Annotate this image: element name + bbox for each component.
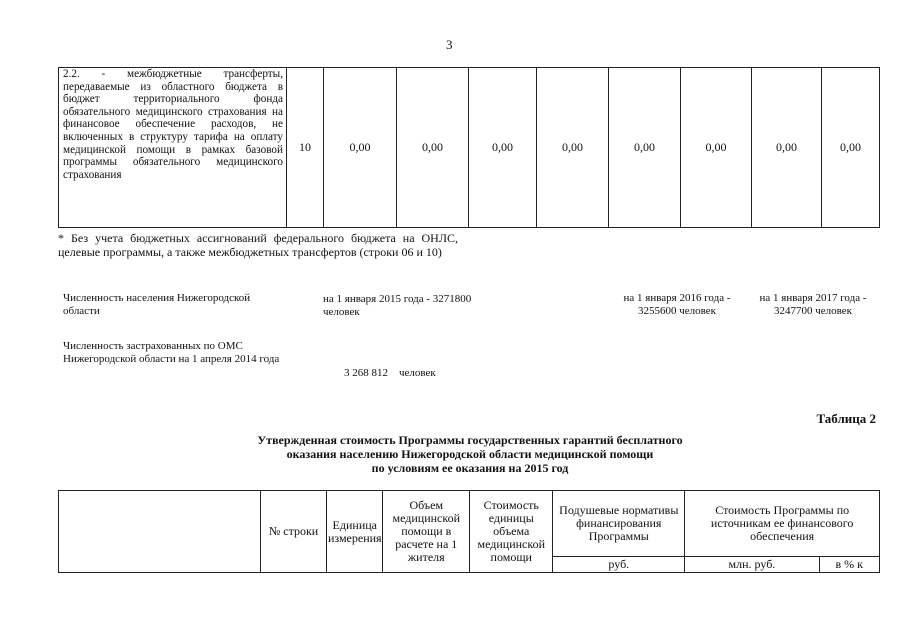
transfers-table (58, 67, 880, 228)
header-row-no: № строки (260, 491, 327, 573)
population-2016: на 1 января 2016 года - 3255600 человек (623, 292, 731, 317)
program-cost-table (58, 490, 880, 573)
insured-value: 3 268 812 (344, 367, 388, 379)
table-row (59, 68, 880, 228)
value-cell: 0,00 (822, 68, 880, 228)
value-cell: 0,00 (609, 68, 681, 228)
population-2015: на 1 января 2015 года - 3271800 человек (323, 293, 472, 318)
table-caption: Таблица 2 (816, 411, 876, 426)
value-cell: 0,00 (681, 68, 752, 228)
unit-mln-rub: млн. руб. (685, 557, 819, 573)
header-cost: Стоимость единицы объема медицинской помощи (470, 491, 553, 573)
header-volume: Объем медицинской помощи в расчете на 1 жителя (383, 491, 470, 573)
table-title-line-3: по условиям ее оказания на 2015 год (371, 461, 569, 475)
insured-unit: человек (399, 367, 436, 379)
table-header-row (59, 491, 880, 557)
value-cell: 0,00 (752, 68, 822, 228)
unit-rub: руб. (553, 557, 685, 573)
value-cell: 0,00 (397, 68, 469, 228)
population-label: Численность населения Нижегородской области (63, 292, 251, 317)
footnote: * Без учета бюджетных ассигнований федерального бюджета на ОНЛС, целевые программы, а также межбюджетных трансфертов (строки 06 и 10) (58, 231, 458, 259)
row-number-cell: 10 (287, 68, 324, 228)
page-number: 3 (446, 37, 453, 52)
population-2017: на 1 января 2017 года - 3247700 человек (759, 292, 867, 317)
unit-percent: в % к (819, 557, 880, 573)
header-unit: Единица измерения (327, 491, 383, 573)
header-sources: Стоимость Программы по источникам ее финансового обеспечения (685, 491, 880, 557)
value-cell: 0,00 (537, 68, 609, 228)
insured-label: Численность застрахованных по ОМС Нижегородской области на 1 апреля 2014 года (63, 340, 280, 365)
table-title-line-2: оказания населению Нижегородской области медицинской помощи (286, 447, 654, 461)
header-per-capita: Подушевые нормативы финансирования Программы (553, 491, 685, 557)
row-description: 2.2. - межбюджетные трансферты, передаваемые из областного бюджета в бюджет территориального фонда обязательного медицинского страхования на финансовое обеспечение расходов, не включенных в структуру тарифа на оплату медицинской помощи в рамках базовой программы обязательного медицинского страхования (59, 68, 287, 228)
value-cell: 0,00 (324, 68, 397, 228)
table-title-line-1: Утвержденная стоимость Программы государственных гарантий бесплатного (257, 433, 683, 447)
value-cell: 0,00 (469, 68, 537, 228)
header-empty (59, 491, 261, 573)
